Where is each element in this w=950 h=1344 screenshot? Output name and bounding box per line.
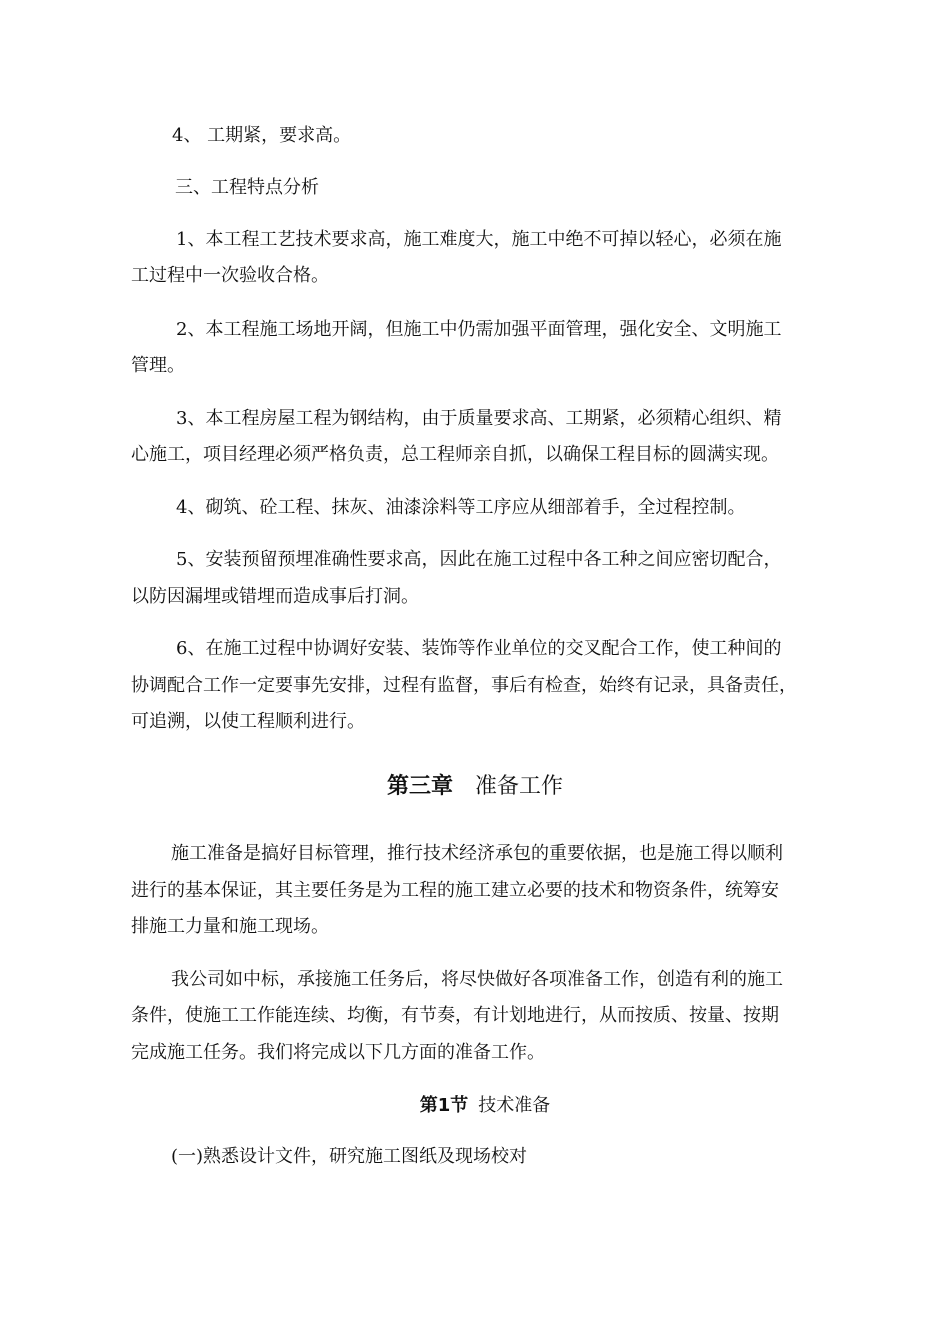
paragraph-line: 4、砌筑、砼工程、抹灰、油漆涂料等工序应从细部着手，全过程控制。 [176, 497, 746, 518]
paragraph-line: 工过程中一次验收合格。 [131, 265, 329, 286]
paragraph-line: 2、本工程施工场地开阔，但施工中仍需加强平面管理，强化安全、文明施工 [176, 319, 782, 340]
paragraph-line: 5、安装预留预埋准确性要求高，因此在施工过程中各工种之间应密切配合， [176, 549, 782, 570]
section-number: 第1节 [419, 1095, 469, 1116]
paragraph-line: 排施工力量和施工现场。 [131, 916, 329, 937]
chapter-number: 第三章 [386, 774, 453, 799]
paragraph-line: 心施工，项目经理必须严格负责，总工程师亲自抓，以确保工程目标的圆满实现。 [131, 444, 779, 465]
paragraph-line: 以防因漏埋或错埋而造成事后打洞。 [131, 586, 419, 607]
paragraph-line: 完成施工任务。我们将完成以下几方面的准备工作。 [131, 1042, 545, 1063]
section-heading [0, 1094, 950, 1118]
paragraph-line: 我公司如中标，承接施工任务后，将尽快做好各项准备工作，创造有利的施工 [171, 969, 783, 990]
subsection-heading: 三、工程特点分析 [175, 177, 319, 198]
section-title: 技术准备 [478, 1095, 551, 1116]
list-item-line: 4、 工期紧，要求高。 [172, 125, 352, 146]
paragraph-line: 3、本工程房屋工程为钢结构，由于质量要求高、工期紧，必须精心组织、精 [176, 408, 782, 429]
paragraph-line: 1、本工程工艺技术要求高，施工难度大，施工中绝不可掉以轻心，必须在施 [176, 229, 782, 250]
paragraph-line: 管理。 [131, 355, 185, 376]
paragraph-line: 进行的基本保证，其主要任务是为工程的施工建立必要的技术和物资条件，统筹安 [131, 880, 779, 901]
chapter-title: 准备工作 [475, 774, 564, 799]
paragraph-line: 可追溯，以使工程顺利进行。 [131, 711, 365, 732]
paragraph-line: 6、在施工过程中协调好安装、装饰等作业单位的交叉配合工作，使工种间的 [176, 638, 782, 659]
subheading: (一)熟悉设计文件，研究施工图纸及现场校对 [171, 1146, 528, 1167]
chapter-heading [0, 772, 950, 802]
paragraph-line: 条件，使施工工作能连续、均衡，有节奏，有计划地进行，从而按质、按量、按期 [131, 1005, 779, 1026]
paragraph-line: 协调配合工作一定要事先安排，过程有监督，事后有检查，始终有记录，具备责任， [131, 675, 797, 696]
paragraph-line: 施工准备是搞好目标管理，推行技术经济承包的重要依据，也是施工得以顺利 [171, 843, 783, 864]
